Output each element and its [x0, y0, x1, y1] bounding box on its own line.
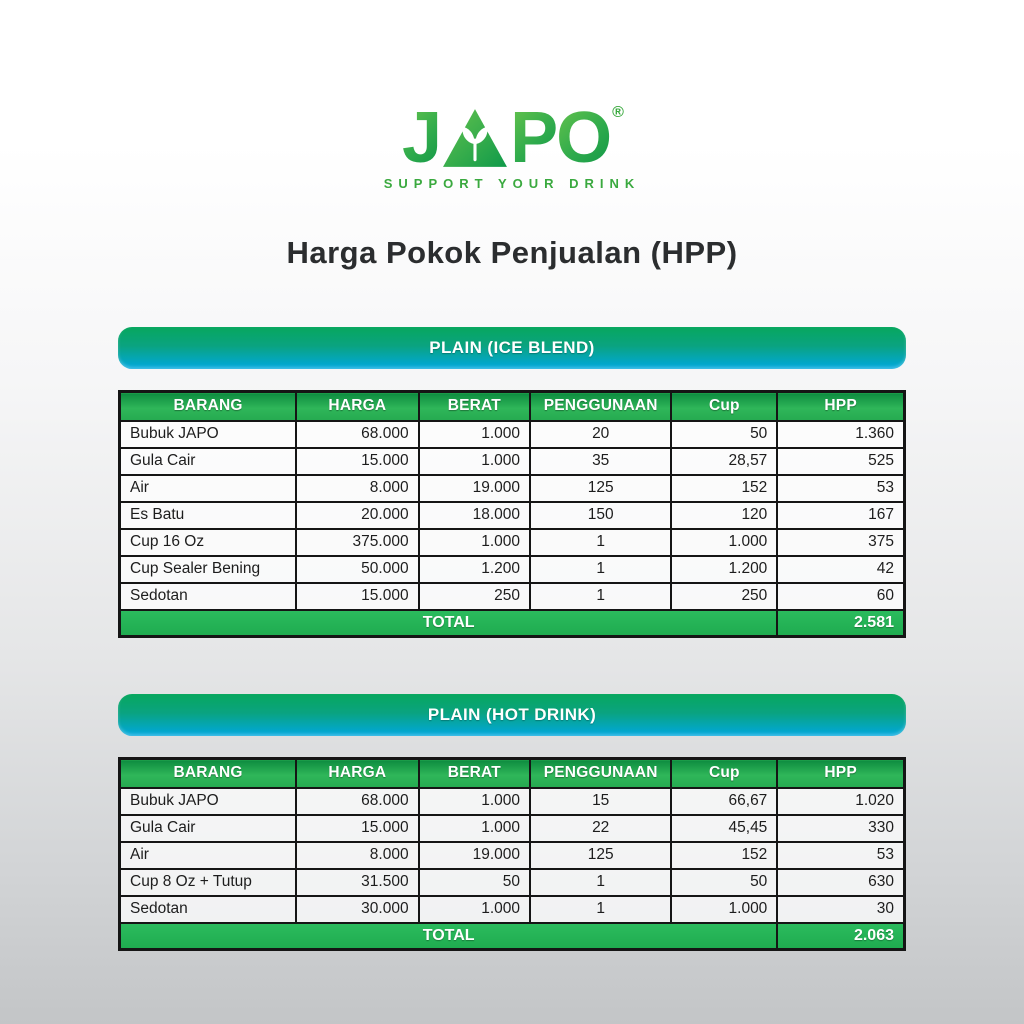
cell-barang: Es Batu	[120, 502, 297, 529]
cell-barang: Gula Cair	[120, 815, 297, 842]
cell-barang: Cup 16 Oz	[120, 529, 297, 556]
cell-berat: 19.000	[419, 475, 530, 502]
total-value: 2.581	[777, 610, 904, 637]
cell-berat: 1.200	[419, 556, 530, 583]
cell-cup: 152	[671, 475, 777, 502]
cell-hpp: 60	[777, 583, 904, 610]
cell-penggunaan: 1	[530, 556, 671, 583]
total-row	[120, 610, 905, 637]
table-row	[120, 896, 905, 923]
cell-penggunaan: 150	[530, 502, 671, 529]
cell-berat: 1.000	[419, 815, 530, 842]
cell-harga: 50.000	[296, 556, 418, 583]
cell-hpp: 167	[777, 502, 904, 529]
table-ice-blend	[118, 390, 906, 638]
cell-berat: 250	[419, 583, 530, 610]
banner-hot-drink: PLAIN (HOT DRINK)	[118, 694, 906, 736]
banner-ice-blend: PLAIN (ICE BLEND)	[118, 327, 906, 369]
cell-cup: 45,45	[671, 815, 777, 842]
cell-cup: 50	[671, 421, 777, 448]
col-header-hpp: HPP	[777, 759, 904, 788]
cell-barang: Air	[120, 475, 297, 502]
col-header-penggunaan: PENGGUNAAN	[530, 392, 671, 421]
col-header-penggunaan: PENGGUNAAN	[530, 759, 671, 788]
table-hot-drink	[118, 757, 906, 951]
cell-barang: Gula Cair	[120, 448, 297, 475]
cell-penggunaan: 1	[530, 869, 671, 896]
table-row	[120, 788, 905, 815]
table-row	[120, 556, 905, 583]
cell-harga: 8.000	[296, 475, 418, 502]
cell-cup: 152	[671, 842, 777, 869]
col-header-barang: BARANG	[120, 392, 297, 421]
cell-harga: 8.000	[296, 842, 418, 869]
cell-hpp: 525	[777, 448, 904, 475]
logo-letter-p: P	[510, 97, 557, 178]
cell-berat: 1.000	[419, 529, 530, 556]
cell-cup: 1.000	[671, 896, 777, 923]
cell-penggunaan: 1	[530, 529, 671, 556]
cell-barang: Bubuk JAPO	[120, 421, 297, 448]
col-header-harga: HARGA	[296, 392, 418, 421]
cell-hpp: 53	[777, 842, 904, 869]
cell-barang: Sedotan	[120, 583, 297, 610]
cell-harga: 20.000	[296, 502, 418, 529]
col-header-barang: BARANG	[120, 759, 297, 788]
cell-harga: 15.000	[296, 583, 418, 610]
cell-berat: 1.000	[419, 421, 530, 448]
cell-penggunaan: 20	[530, 421, 671, 448]
cell-harga: 15.000	[296, 815, 418, 842]
page-title: Harga Pokok Penjualan (HPP)	[286, 235, 738, 270]
cell-penggunaan: 1	[530, 583, 671, 610]
cell-harga: 30.000	[296, 896, 418, 923]
cell-harga: 68.000	[296, 788, 418, 815]
col-header-hpp: HPP	[777, 392, 904, 421]
logo-letter-o: O	[556, 97, 611, 178]
table-row	[120, 448, 905, 475]
cell-penggunaan: 125	[530, 475, 671, 502]
table-row	[120, 502, 905, 529]
section-hot-drink	[118, 694, 906, 951]
cell-barang: Cup Sealer Bening	[120, 556, 297, 583]
table-row	[120, 815, 905, 842]
cell-hpp: 330	[777, 815, 904, 842]
table-row	[120, 842, 905, 869]
table-row	[120, 421, 905, 448]
cell-hpp: 1.020	[777, 788, 904, 815]
cell-hpp: 1.360	[777, 421, 904, 448]
cell-cup: 28,57	[671, 448, 777, 475]
total-label: TOTAL	[120, 610, 778, 637]
logo-area	[0, 0, 1024, 193]
table-row	[120, 869, 905, 896]
cell-hpp: 30	[777, 896, 904, 923]
cell-barang: Air	[120, 842, 297, 869]
col-header-berat: BERAT	[419, 392, 530, 421]
cell-hpp: 375	[777, 529, 904, 556]
cell-hpp: 42	[777, 556, 904, 583]
cell-penggunaan: 15	[530, 788, 671, 815]
japo-logo	[383, 97, 641, 191]
cell-hpp: 53	[777, 475, 904, 502]
col-header-cup: Cup	[671, 392, 777, 421]
cell-harga: 31.500	[296, 869, 418, 896]
cell-berat: 1.000	[419, 788, 530, 815]
cell-harga: 375.000	[296, 529, 418, 556]
cell-berat: 1.000	[419, 448, 530, 475]
registered-trademark-icon: ®	[612, 104, 624, 121]
cell-penggunaan: 35	[530, 448, 671, 475]
total-row	[120, 923, 905, 950]
cell-barang: Bubuk JAPO	[120, 788, 297, 815]
col-header-harga: HARGA	[296, 759, 418, 788]
cell-cup: 120	[671, 502, 777, 529]
cell-cup: 1.000	[671, 529, 777, 556]
cell-barang: Cup 8 Oz + Tutup	[120, 869, 297, 896]
cell-berat: 1.000	[419, 896, 530, 923]
cell-penggunaan: 22	[530, 815, 671, 842]
table-row	[120, 583, 905, 610]
cell-berat: 50	[419, 869, 530, 896]
cell-harga: 68.000	[296, 421, 418, 448]
cell-cup: 50	[671, 869, 777, 896]
col-header-berat: BERAT	[419, 759, 530, 788]
logo-tagline: SUPPORT YOUR DRINK	[383, 176, 641, 191]
cell-berat: 18.000	[419, 502, 530, 529]
header-row	[120, 392, 905, 421]
cell-penggunaan: 125	[530, 842, 671, 869]
table-row	[120, 475, 905, 502]
cell-cup: 66,67	[671, 788, 777, 815]
cell-barang: Sedotan	[120, 896, 297, 923]
section-ice-blend	[118, 327, 906, 638]
total-label: TOTAL	[120, 923, 778, 950]
total-value: 2.063	[777, 923, 904, 950]
col-header-cup: Cup	[671, 759, 777, 788]
table-row	[120, 529, 905, 556]
cell-hpp: 630	[777, 869, 904, 896]
cell-harga: 15.000	[296, 448, 418, 475]
header-row	[120, 759, 905, 788]
logo-triangle-leaf-icon	[442, 108, 508, 168]
cell-cup: 1.200	[671, 556, 777, 583]
logo-letter-j: J	[402, 97, 441, 178]
cell-cup: 250	[671, 583, 777, 610]
cell-berat: 19.000	[419, 842, 530, 869]
cell-penggunaan: 1	[530, 896, 671, 923]
